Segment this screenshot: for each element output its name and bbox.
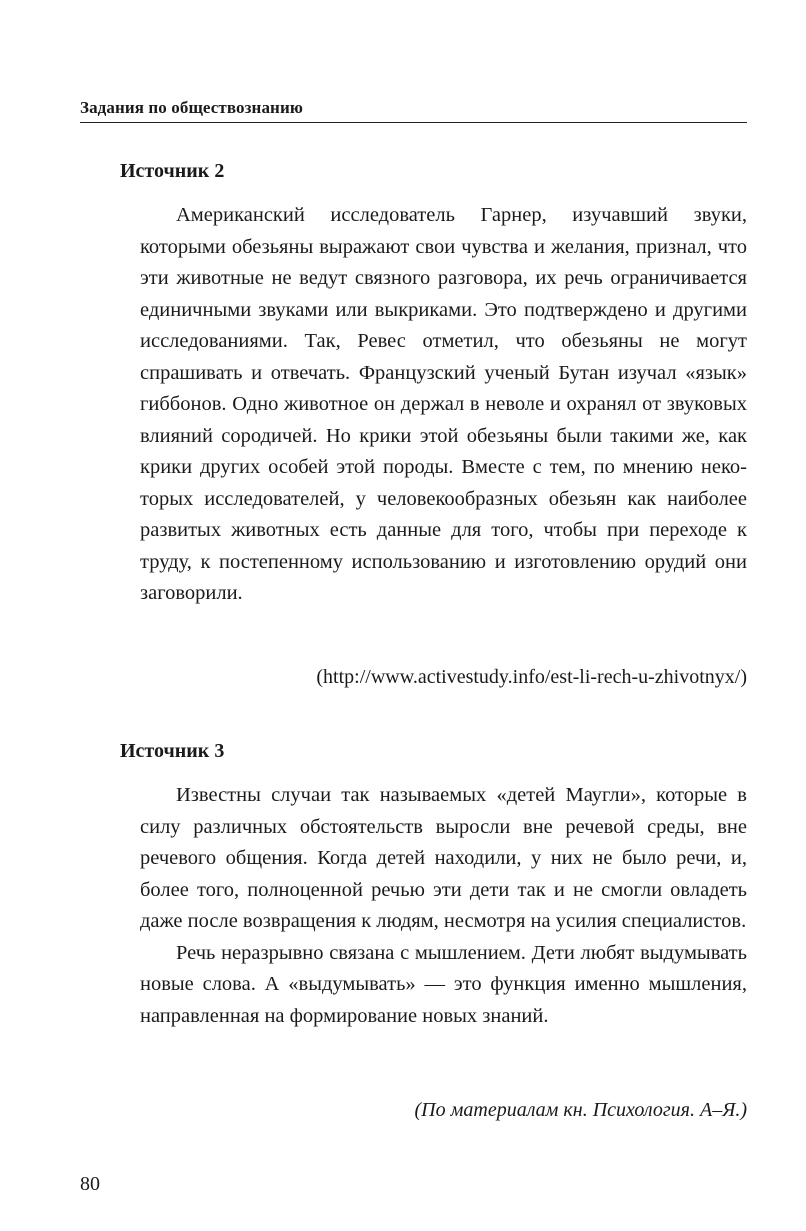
source-3-title: Источник 3 (120, 740, 225, 762)
source-2-paragraph: Американский исследователь Гарнер, изучавший звуки, которыми обезьяны выражают свои чувства и желания, признал, что эти животные не ведут связного разговора, их речь ограничивается единичными звуками или выкриками. Это подтверждено и другими исследованиями. Так, Ревес отметил, что обезьяны не могут спрашивать и отвечать. Французский ученый Бутан изучал «язык» гиббонов. Одно животное он держал в неволе и охранял от звуковых влияний сородичей. Но крики этой обезьяны были такими же, как крики других особей этой породы. Вместе с тем, по мнению некоторых исследователей, у человекообразных обезьян как наиболее развитых животных есть данные для того, чтобы при переходе к труду, к постепенному использованию и изготовлению орудий они заговорили. (140, 204, 747, 604)
running-header: Задания по обществознанию (80, 98, 303, 117)
source-2-citation: (http://www.activestudy.info/est-li-rech-u-zhivotnyx/) (316, 666, 747, 688)
source-2-title: Источник 2 (120, 160, 225, 182)
source-3-paragraph-2: Речь неразрывно связана с мышлением. Дети любят выдумывать новые слова. А «выдумывать» — это функция именно мышления, направленная на формирование новых знаний. (140, 941, 747, 1027)
source-3-citation: (По материалам кн. Психология. А–Я.) (414, 1099, 747, 1121)
source-3-paragraph-1: Известны случаи так называемых «детей Маугли», которые в силу различных обстоятельств выросли вне речевой среды, вне речевого общения. Когда детей находили, у них не было речи, и, более того, полноценной речью эти дети так и не смогли овладеть даже после возвращения к людям, несмотря на усилия специалистов. (140, 784, 747, 932)
source-3-text (140, 780, 747, 1032)
header-rule (80, 122, 747, 123)
source-2-text (140, 200, 747, 610)
page-number: 80 (80, 1173, 100, 1195)
